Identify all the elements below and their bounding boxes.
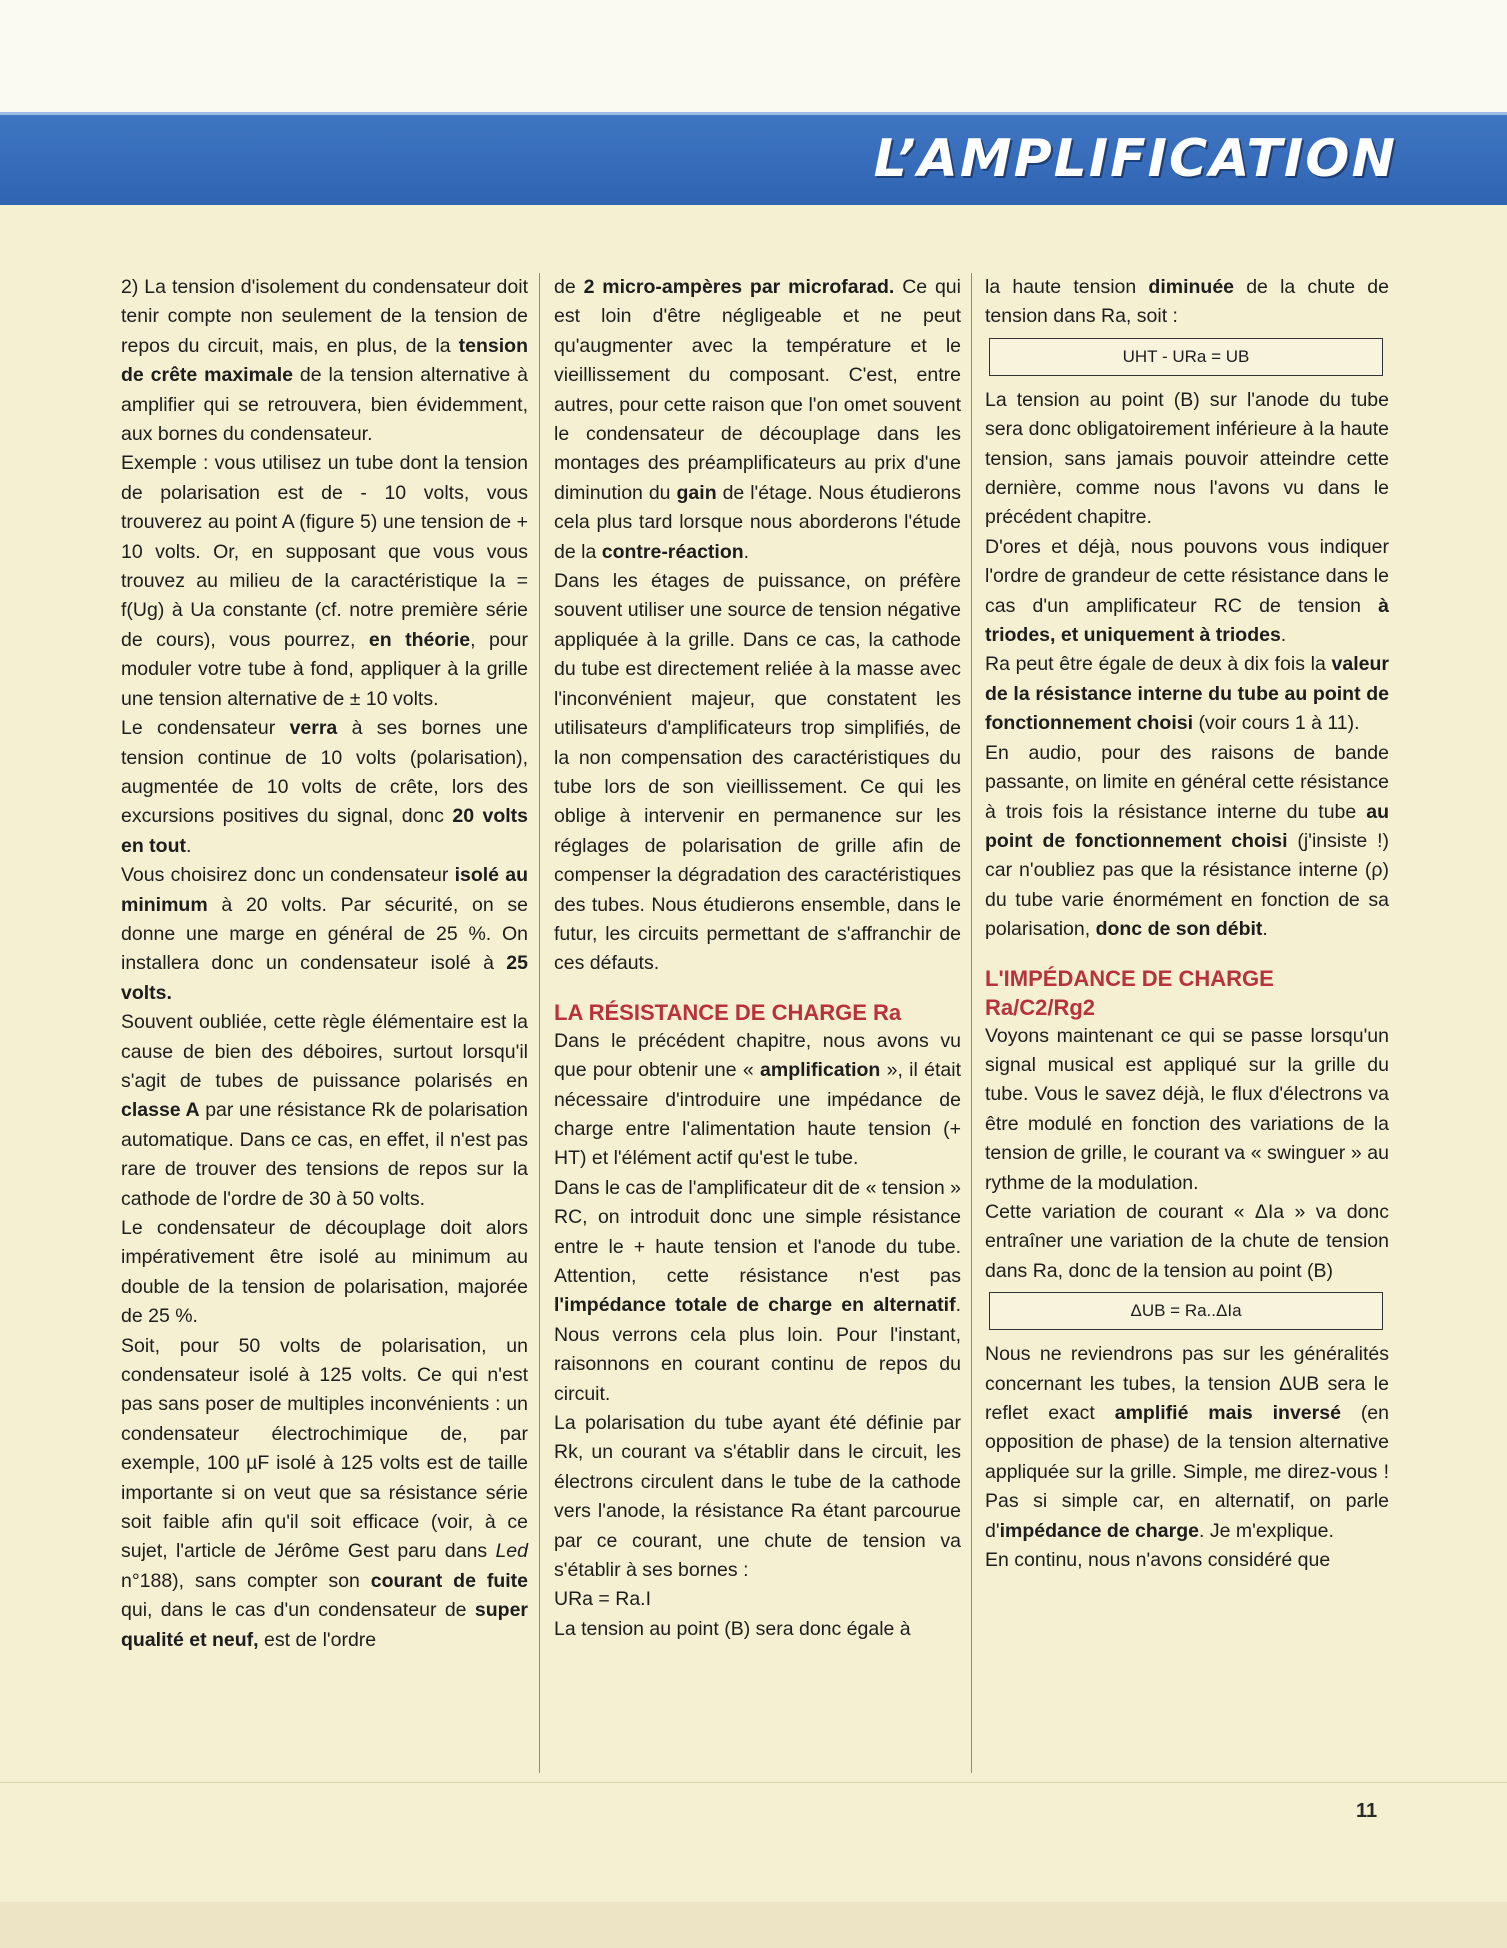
column-divider bbox=[539, 273, 540, 1773]
paragraph: Dans le cas de l'amplificateur dit de « tension » RC, on introduit donc une simple résistance entre le + haute tension et l'anode du tube. Attention, cette résistance n'est pas l'impédance totale de charge en alternatif. Nous verrons cela plus loin. Pour l'instant, raisonnons en courant continu de repos du circuit. bbox=[554, 1176, 961, 1405]
paragraph: Nous ne reviendrons pas sur les généralités concernant les tubes, la tension ΔUB sera le reflet exact amplifié mais inversé (en opposition de phase) de la tension alternative appliquée sur la grille. Simple, me direz-vous ! Pas si simple car, en alternatif, on parle d'impédance de charge. Je m'explique. bbox=[985, 1343, 1389, 1542]
paragraph: Voyons maintenant ce qui se passe lorsqu'un signal musical est appliqué sur la grille du tube. Vous le savez déjà, le flux d'électrons va être modulé en fonction des variations de la tension de grille, le courant va « swinguer » au rythme de la modulation. bbox=[985, 1024, 1389, 1194]
paragraph: En continu, nous n'avons considéré que bbox=[985, 1549, 1331, 1572]
paragraph: Le condensateur verra à ses bornes une tension continue de 10 volts (polarisation), augmentée de 10 volts de crête, lors des excursions positives du signal, donc 20 volts en tout. bbox=[121, 717, 529, 857]
formula: URa = Ra.I bbox=[554, 1588, 651, 1611]
page-bottom-margin bbox=[0, 1902, 1507, 1948]
paragraph: 2) La tension d'isolement du condensateur doit tenir compte non seulement de la tension de repos du circuit, mais, en plus, de la tension de crête maximale de la tension alternative à amplifier qui se retrouvera, bien évidemment, aux bornes du condensateur. bbox=[121, 276, 529, 446]
section-heading: L'IMPÉDANCE DE CHARGE Ra/C2/Rg2 bbox=[985, 965, 1274, 1020]
paragraph: La polarisation du tube ayant été définie par Rk, un courant va s'établir dans le circuit, les électrons circulent dans le tube de la cathode vers l'anode, la résistance Ra étant parcourue par ce courant, une chute de tension va s'établir à ses bornes : bbox=[554, 1412, 961, 1582]
page-top-margin bbox=[0, 0, 1507, 112]
paragraph: Ra peut être égale de deux à dix fois la valeur de la résistance interne du tube au point de fonctionnement choisi (voir cours 1 à 11). bbox=[985, 653, 1389, 735]
header-banner bbox=[0, 112, 1507, 205]
page-number: 11 bbox=[1356, 1800, 1378, 1822]
paragraph: de 2 micro-ampères par microfarad. Ce qui est loin d'être négligeable et ne peut qu'augmenter avec la température et le vieillissement du composant. C'est, entre autres, pour cette raison que l'on omet souvent le condensateur de découplage dans les montages des préamplificateurs au prix d'une diminution du gain de l'étage. Nous étudierons cela plus tard lorsque nous aborderons l'étude de la contre-réaction. bbox=[554, 276, 962, 563]
paragraph: En audio, pour des raisons de bande passante, on limite en général cette résistance à trois fois la résistance interne du tube au point de fonctionnement choisi (j'insiste !) car n'oubliez pas que la résistance interne (ρ) du tube varie énormément en fonction de sa polarisation, donc de son débit. bbox=[985, 741, 1389, 941]
section-heading: LA RÉSISTANCE DE CHARGE Ra bbox=[554, 999, 902, 1025]
paragraph: Vous choisirez donc un condensateur isolé au minimum à 20 volts. Par sécurité, on se donne une marge en général de 25 %. On installera donc un condensateur isolé à 25 volts. bbox=[121, 864, 529, 1004]
paragraph: Cette variation de courant « ΔIa » va donc entraîner une variation de la chute de tension dans Ra, donc de la tension au point (B) bbox=[985, 1200, 1389, 1282]
paragraph: La tension au point (B) sur l'anode du tube sera donc obligatoirement inférieure à la haute tension, sans jamais pouvoir atteindre cette dernière, comme nous l'avons vu dans le précédent chapitre. bbox=[985, 388, 1389, 529]
footer-divider bbox=[0, 1782, 1507, 1783]
formula-box: UHT - URa = UB bbox=[989, 338, 1383, 376]
formula-box: ΔUB = Ra..ΔIa bbox=[989, 1292, 1383, 1330]
paragraph: Dans le précédent chapitre, nous avons vu que pour obtenir une « amplification », il était nécessaire d'introduire une impédance de charge entre l'alimentation haute tension (+ HT) et l'élément actif qu'est le tube. bbox=[554, 1029, 961, 1170]
paragraph: La tension au point (B) sera donc égale à bbox=[554, 1617, 911, 1640]
text-column-3 bbox=[985, 273, 1389, 1575]
paragraph: Dans les étages de puissance, on préfère souvent utiliser une source de tension négative appliquée à la grille. Dans ce cas, la cathode du tube est directement reliée à la masse avec l'inconvénient majeur, que constatent les utilisateurs d'amplificateurs trop simplifiés, de la non compensation des caractéristiques du tube lors de son vieillissement. Ce qui les oblige à intervenir en permanence sur les réglages de polarisation de grille afin de compenser la dégradation des caractéristiques des tubes. Nous étudierons ensemble, dans le futur, les circuits permettant de s'affranchir de ces défauts. bbox=[554, 570, 961, 975]
text-column-1 bbox=[121, 273, 528, 1655]
paragraph: la haute tension diminuée de la chute de tension dans Ra, soit : bbox=[985, 276, 1389, 328]
column-divider bbox=[971, 273, 972, 1773]
paragraph: Le condensateur de découplage doit alors impérativement être isolé au minimum au double de la tension de polarisation, majorée de 25 %. bbox=[121, 1217, 528, 1328]
paragraph: D'ores et déjà, nous pouvons vous indiquer l'ordre de grandeur de cette résistance dans le cas d'un amplificateur RC de tension à triodes, et uniquement à triodes. bbox=[985, 535, 1389, 647]
paragraph: Exemple : vous utilisez un tube dont la tension de polarisation est de - 10 volts, vous trouverez au point A (figure 5) une tension de + 10 volts. Or, en supposant que vous vous trouvez au milieu de la caractéristique Ia = f(Ug) à Ua constante (cf. notre première série de cours), vous pourrez, en théorie, pour moduler votre tube à fond, appliquer à la grille une tension alternative de ± 10 volts. bbox=[121, 452, 528, 710]
text-column-2 bbox=[554, 273, 961, 1644]
paragraph: Soit, pour 50 volts de polarisation, un condensateur isolé à 125 volts. Ce qui n'est pas sans poser de multiples inconvénients : un condensateur électrochimique de, par exemple, 100 µF isolé à 125 volts est de taille importante si on veut que sa résistance série soit faible afin qu'il soit efficace (voir, à ce sujet, l'article de Jérôme Gest paru dans Led n°188), sans compter son courant de fuite qui, dans le cas d'un condensateur de super qualité et neuf, est de l'ordre bbox=[121, 1334, 529, 1651]
paragraph: Souvent oubliée, cette règle élémentaire est la cause de bien des déboires, surtout lorsqu'il s'agit de tubes de puissance polarisés en classe A par une résistance Rk de polarisation automatique. Dans ce cas, en effet, il n'est pas rare de trouver des tensions de repos sur la cathode de l'ordre de 30 à 50 volts. bbox=[121, 1011, 528, 1210]
page-title: L’AMPLIFICATION bbox=[873, 129, 1397, 189]
